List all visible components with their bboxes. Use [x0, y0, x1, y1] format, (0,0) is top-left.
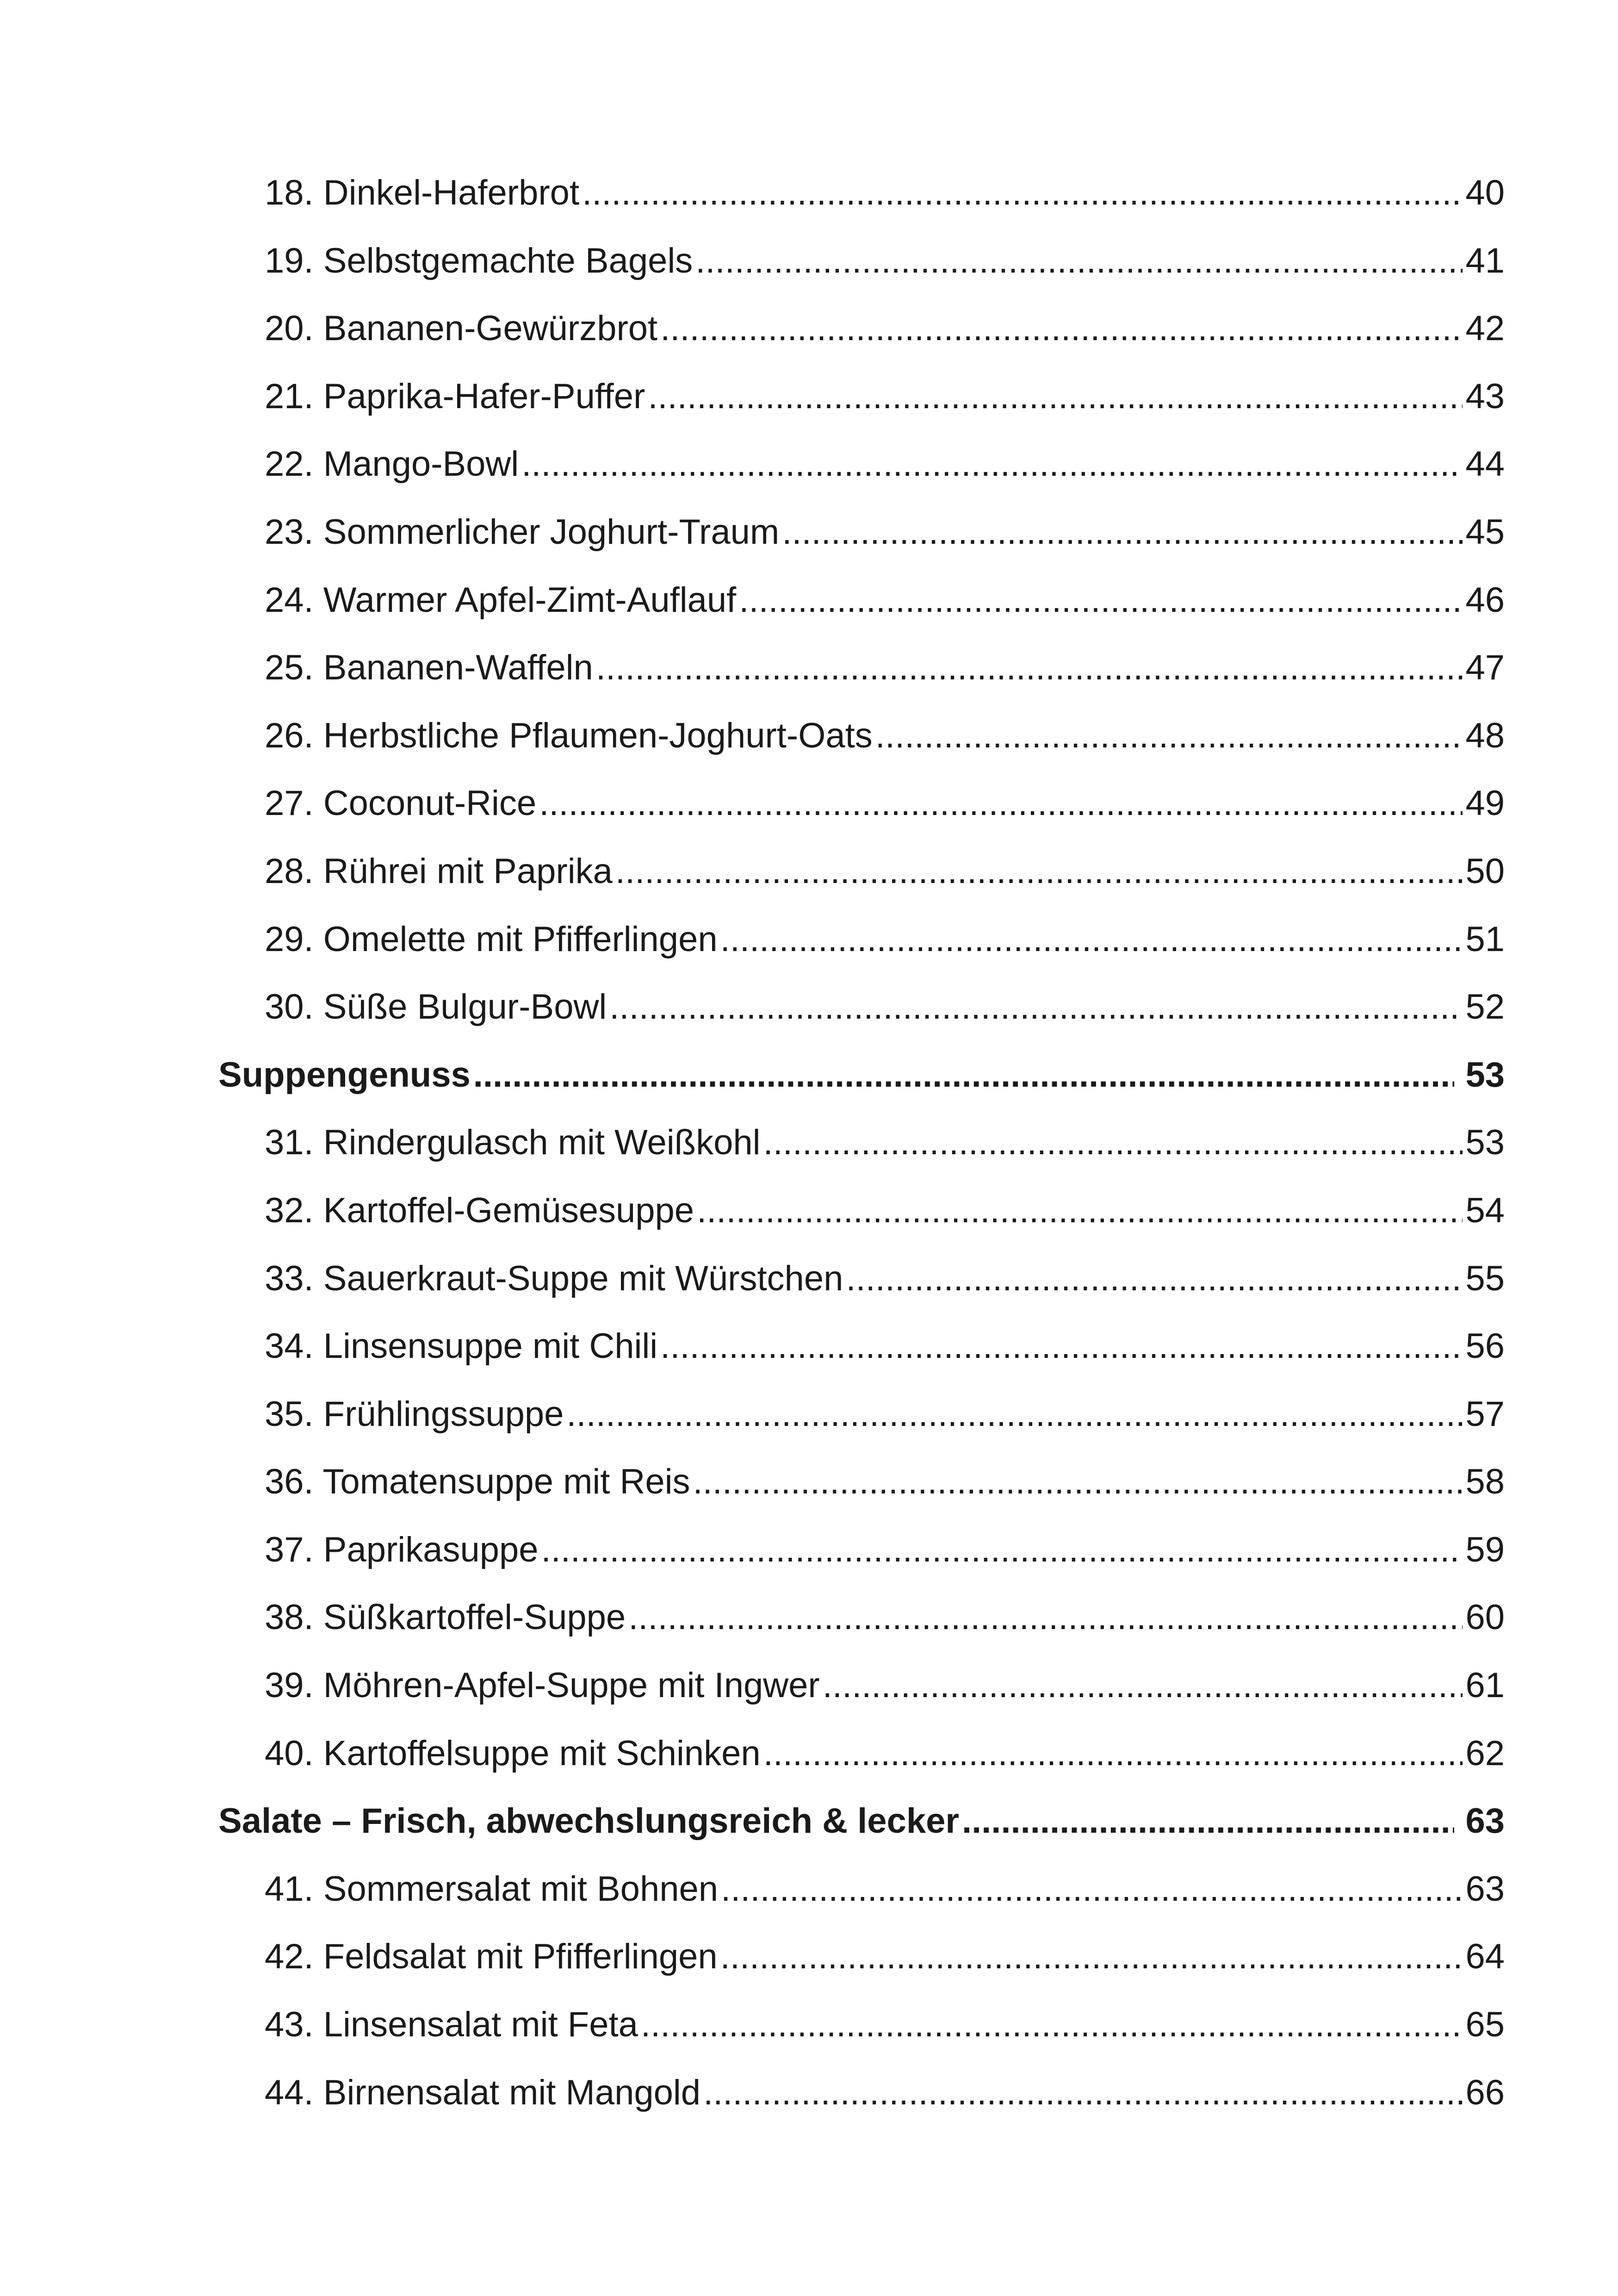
- toc-entry[interactable]: [218, 2059, 1505, 2127]
- toc-entry[interactable]: [218, 1584, 1505, 1652]
- dot-leader: [875, 702, 1463, 770]
- toc-entry-title: 24. Warmer Apfel-Zimt-Auflauf: [265, 580, 737, 620]
- toc-entry-title: 42. Feldsalat mit Pfifferlingen: [265, 1937, 718, 1977]
- dot-leader: [720, 906, 1463, 974]
- dot-leader: [962, 1787, 1455, 1855]
- toc-page-number: 56: [1465, 1326, 1505, 1366]
- toc-entry[interactable]: [218, 227, 1505, 295]
- toc-page-number: 62: [1465, 1733, 1505, 1773]
- toc-entry-title: 44. Birnensalat mit Mangold: [265, 2072, 701, 2112]
- toc-page-number: 51: [1465, 919, 1505, 959]
- toc-page-number: 53: [1465, 1123, 1505, 1163]
- toc-page-number: 66: [1465, 2072, 1505, 2112]
- toc-page-number: 58: [1465, 1462, 1505, 1502]
- toc-entry[interactable]: [218, 1109, 1505, 1177]
- toc-entry-title: 31. Rindergulasch mit Weißkohl: [265, 1123, 761, 1163]
- dot-leader: [763, 1720, 1463, 1788]
- toc-entry[interactable]: [218, 1923, 1505, 1991]
- dot-leader: [697, 1177, 1463, 1245]
- toc-section-title: Suppengenuss: [218, 1055, 471, 1095]
- toc-page-number: 59: [1465, 1530, 1505, 1569]
- toc-page-number: 45: [1465, 512, 1505, 552]
- toc-page-number: 64: [1465, 1937, 1505, 1977]
- toc-entry-title: 18. Dinkel-Haferbrot: [265, 173, 580, 212]
- dot-leader: [648, 363, 1463, 431]
- toc-entry[interactable]: [218, 1381, 1505, 1449]
- toc-entry[interactable]: [218, 1313, 1505, 1381]
- toc-page-number: 47: [1465, 648, 1505, 688]
- toc-section-title: Salate – Frisch, abwechslungsreich & lecker: [218, 1801, 959, 1841]
- toc-entry-title: 21. Paprika-Hafer-Puffer: [265, 376, 645, 416]
- toc-page-number: 49: [1465, 784, 1505, 823]
- toc-page-number: 46: [1465, 580, 1505, 620]
- toc-entry[interactable]: [218, 430, 1505, 498]
- toc-entry-title: 43. Linsensalat mit Feta: [265, 2005, 638, 2045]
- dot-leader: [693, 1448, 1463, 1516]
- toc-entry[interactable]: [218, 906, 1505, 974]
- toc-entry-title: 29. Omelette mit Pfifferlingen: [265, 919, 718, 959]
- toc-entry-title: 34. Linsensuppe mit Chili: [265, 1326, 658, 1366]
- toc-entry[interactable]: [218, 1448, 1505, 1516]
- toc-entry-title: 22. Mango-Bowl: [265, 444, 519, 484]
- toc-section-heading[interactable]: [218, 1041, 1505, 1109]
- toc-entry[interactable]: [218, 634, 1505, 702]
- toc-section-heading[interactable]: [218, 1787, 1505, 1855]
- toc-page-number: 63: [1465, 1869, 1505, 1909]
- toc-entry-title: 23. Sommerlicher Joghurt-Traum: [265, 512, 780, 552]
- dot-leader: [541, 1516, 1463, 1584]
- toc-entry[interactable]: [218, 295, 1505, 363]
- toc-page-number: 61: [1465, 1666, 1505, 1705]
- toc-entry[interactable]: [218, 838, 1505, 906]
- toc-entry-title: 39. Möhren-Apfel-Suppe mit Ingwer: [265, 1666, 820, 1705]
- toc-entry-title: 40. Kartoffelsuppe mit Schinken: [265, 1733, 761, 1773]
- toc-entry-title: 38. Süßkartoffel-Suppe: [265, 1598, 626, 1637]
- toc-entry-title: 37. Paprikasuppe: [265, 1530, 539, 1569]
- toc-entry-title: 36. Tomatensuppe mit Reis: [265, 1462, 690, 1502]
- toc-entry-title: 33. Sauerkraut-Suppe mit Würstchen: [265, 1258, 843, 1298]
- toc-entry[interactable]: [218, 770, 1505, 838]
- toc-page-number: 57: [1465, 1394, 1505, 1434]
- toc-entry[interactable]: [218, 702, 1505, 770]
- toc-entry[interactable]: [218, 973, 1505, 1041]
- toc-entry-title: 19. Selbstgemachte Bagels: [265, 241, 693, 280]
- toc-page-number: 60: [1465, 1598, 1505, 1637]
- toc-page-number: 65: [1465, 2005, 1505, 2045]
- dot-leader: [739, 566, 1463, 635]
- toc-entry-title: 27. Coconut-Rice: [265, 784, 537, 823]
- dot-leader: [763, 1109, 1463, 1177]
- toc-entry-title: 30. Süße Bulgur-Bowl: [265, 987, 607, 1027]
- dot-leader: [539, 770, 1463, 838]
- toc-entry-title: 32. Kartoffel-Gemüsesuppe: [265, 1190, 694, 1230]
- toc-page-number: 43: [1465, 376, 1505, 416]
- dot-leader: [660, 1313, 1463, 1381]
- dot-leader: [823, 1652, 1463, 1720]
- toc-page-number: 63: [1465, 1801, 1505, 1841]
- dot-leader: [660, 295, 1463, 363]
- dot-leader: [695, 227, 1463, 295]
- toc-page-number: 42: [1465, 309, 1505, 348]
- toc-page-number: 53: [1465, 1055, 1505, 1095]
- toc-entry-title: 41. Sommersalat mit Bohnen: [265, 1869, 719, 1909]
- dot-leader: [473, 1041, 1455, 1109]
- toc-page-number: 52: [1465, 987, 1505, 1027]
- dot-leader: [782, 498, 1463, 566]
- toc-entry[interactable]: [218, 1516, 1505, 1584]
- toc-entry[interactable]: [218, 498, 1505, 566]
- dot-leader: [615, 838, 1463, 906]
- toc-entry-title: 26. Herbstliche Pflaumen-Joghurt-Oats: [265, 716, 873, 755]
- toc-entry[interactable]: [218, 1177, 1505, 1245]
- toc-page-number: 55: [1465, 1258, 1505, 1298]
- dot-leader: [846, 1245, 1463, 1313]
- dot-leader: [703, 2059, 1463, 2127]
- toc-page-number: 44: [1465, 444, 1505, 484]
- toc-entry[interactable]: [218, 363, 1505, 431]
- toc-page-number: 50: [1465, 851, 1505, 891]
- dot-leader: [609, 973, 1463, 1041]
- toc-entry-title: 20. Bananen-Gewürzbrot: [265, 309, 658, 348]
- toc-page-number: 41: [1465, 241, 1505, 280]
- toc-page-number: 48: [1465, 716, 1505, 755]
- toc-page-number: 54: [1465, 1190, 1505, 1230]
- toc-entry-title: 25. Bananen-Waffeln: [265, 648, 593, 688]
- toc-entry[interactable]: [218, 159, 1505, 227]
- toc-entry-title: 28. Rührei mit Paprika: [265, 851, 613, 891]
- dot-leader: [628, 1584, 1463, 1652]
- table-of-contents: [218, 159, 1505, 2127]
- dot-leader: [721, 1855, 1463, 1923]
- dot-leader: [582, 159, 1463, 227]
- toc-page-number: 40: [1465, 173, 1505, 212]
- toc-entry[interactable]: [218, 1855, 1505, 1923]
- dot-leader: [521, 430, 1463, 498]
- dot-leader: [720, 1923, 1463, 1991]
- dot-leader: [566, 1381, 1463, 1449]
- toc-entry[interactable]: [218, 1991, 1505, 2059]
- toc-entry[interactable]: [218, 1720, 1505, 1788]
- toc-entry[interactable]: [218, 1245, 1505, 1313]
- toc-entry[interactable]: [218, 1652, 1505, 1720]
- toc-entry[interactable]: [218, 566, 1505, 635]
- dot-leader: [596, 634, 1463, 702]
- toc-entry-title: 35. Frühlingssuppe: [265, 1394, 564, 1434]
- dot-leader: [641, 1991, 1463, 2059]
